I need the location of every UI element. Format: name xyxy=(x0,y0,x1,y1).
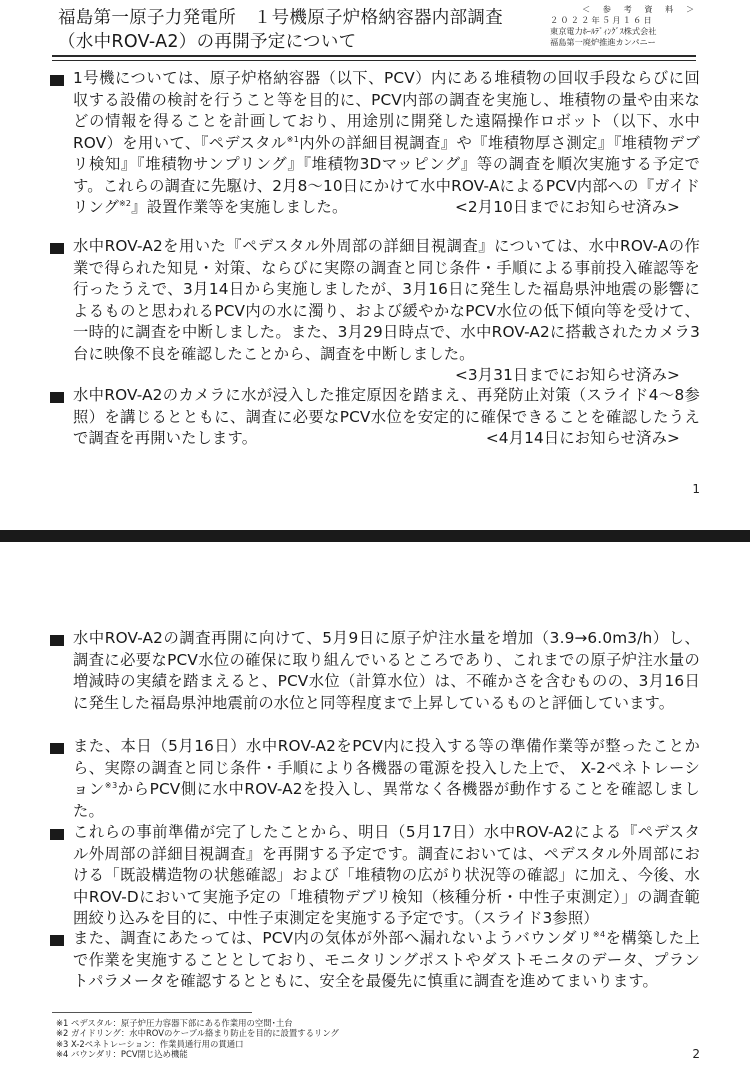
title-divider xyxy=(52,55,696,57)
square-bullet-icon xyxy=(50,635,64,646)
bullet-paragraph-5 xyxy=(50,736,700,822)
footnote-divider xyxy=(52,1012,252,1013)
reference-org-2: 福島第一廃炉推進カンパニー xyxy=(550,37,656,47)
paragraph-text xyxy=(73,928,700,993)
title-line-1: 福島第一原子力発電所 １号機原子炉格納容器内部調査 xyxy=(58,8,503,28)
paragraph-text: これらの事前準備が完了したことから、明日（5月17日）水中ROV-A2による『ペデスタル外周部の詳細目視調査』を再開する予定です。調査においては、ペデスタル外周部における「既設構造物の状態確認」および「堆積物の広がり状況等の確認」に加え、今後、水中ROV-Dにおいて実施予定の「堆積物デブリ検知（核種分析・中性子束測定）」の調査範囲絞り込みを目的に、中性子束測定を実施する予定です。（スライド3参照） xyxy=(73,823,700,927)
square-bullet-icon xyxy=(50,75,64,86)
paragraph-text: 水中ROV-A2の調査再開に向けて、5月9日に原子炉注水量を増加（3.9→6.0m3/h）し、調査に必要なPCV水位の確保に取り組んでいるところであり、これまでの原子炉注水量の増減時の実績を踏まえると、PCV水位（計算水位）は、不確かさを含むものの、3月16日に発生した福島県沖地震前の水位と同等程度まで上昇しているものと評価しています。 xyxy=(73,629,700,712)
paragraph-text xyxy=(73,68,700,219)
footnote-marker: ※3 xyxy=(104,780,118,790)
square-bullet-icon xyxy=(50,243,64,254)
text-run: 』設置作業等を実施しました。 xyxy=(131,198,348,216)
footnote-4: ※4 バウンダリ：PCV閉じ込め機能 xyxy=(56,1049,188,1060)
title-divider-thin xyxy=(52,60,696,61)
footnotes xyxy=(56,1018,339,1060)
slide-1 xyxy=(0,0,750,530)
slide-separator xyxy=(0,530,750,542)
slide-2 xyxy=(0,542,750,1086)
reference-date: ２０２２年５月１６日 xyxy=(550,15,654,25)
footnote-marker: ※1 xyxy=(286,134,299,144)
bullet-paragraph-2 xyxy=(50,236,700,387)
footnote-3: ※3 X-2ペネトレーション：作業員通行用の貫通口 xyxy=(56,1038,244,1049)
title-line-2: （水中ROV-A2）の再開予定について xyxy=(58,32,357,52)
text-run: を構築した上で作業を実施することとしており、モニタリングポストやダストモニタのデータ、プラントパラメータを確認するとともに、安全を最優先に慎重に調査を進めてまいります。 xyxy=(73,929,701,990)
notice-status: <2月10日までにお知らせ済み> xyxy=(454,198,680,216)
bullet-paragraph-1 xyxy=(50,68,700,219)
bullet-paragraph-6 xyxy=(50,822,700,930)
text-run: 水中ROV-A2を用いた『ペデスタル外周部の詳細目視調査』については、水中ROV-Aの作業で得られた知見・対策、ならびに実際の調査と同じ条件・手順による事前投入確認等を行ったうえで、3月14日から実施しましたが、3月16日に発生した福島県沖地震の影響によるものと思われるPCV内の水に濁り、および緩やかなPCV水位の低下傾向等を受けて、一時的に調査を中断しました。また、3月29日時点で、水中ROV-A2に搭載されたカメラ3台に映像不良を確認したことから、調査を中断しました。 xyxy=(73,237,700,363)
footnote-2: ※2 ガイドリング：水中ROVのケーブル絡まり防止を目的に設置するリング xyxy=(56,1028,339,1039)
text-run: また、本日（5月16日）水中ROV-A2をPCV内に投入する等の準備作業等が整ったことから、実際の調査と同じ条件・手順により各機器の電源を投入した上で、 X-2ペネトレーション xyxy=(73,737,700,798)
bullet-paragraph-4 xyxy=(50,628,700,714)
reference-org-1: 東京電力ﾎｰﾙﾃﾞｨﾝｸﾞｽ株式会社 xyxy=(550,26,657,36)
paragraph-text xyxy=(73,236,700,387)
footnote-marker: ※4 xyxy=(592,929,606,939)
page-number: 2 xyxy=(692,1047,700,1061)
square-bullet-icon xyxy=(50,829,64,840)
reference-header xyxy=(550,4,700,48)
square-bullet-icon xyxy=(50,392,64,403)
text-run: 1号機については、原子炉格納容器（以下、PCV）内にある堆積物の回収手段ならびに回収する設備の検討を行うこと等を目的に、PCV内部の調査を実施し、堆積物の量や由来などの情報を得ることを計画しており、用途別に開発した遠隔操作ロボット（以下、水中ROV）を用いて、『ペデスタル xyxy=(73,69,700,152)
text-run: 水中ROV-A2のカメラに水が浸入した推定原因を踏まえ、再発防止対策（スライド4～8参照）を講じるとともに、調査に必要なPCV水位を安定的に確保できることを確認したうえで調査を再開いたします。 xyxy=(73,386,700,447)
paragraph-text xyxy=(73,736,700,822)
text-run: からPCV側に水中ROV-A2を投入し、異常なく各機器が動作することを確認しました。 xyxy=(73,780,700,820)
square-bullet-icon xyxy=(50,743,64,754)
notice-status: <4月14日にお知らせ済み> xyxy=(485,429,680,447)
text-run: 内外の詳細目視調査』や『堆積物厚さ測定』『堆積物デブリ検知』『堆積物サンプリング』『堆積物3Dマッピング』等の調査を順次実施する予定です。これらの調査に先駆け、2月8～10日にかけて水中ROV-AによるPCV内部への『ガイドリング xyxy=(73,133,700,216)
bullet-paragraph-7 xyxy=(50,928,700,993)
paragraph-text xyxy=(73,385,700,450)
page-number: 1 xyxy=(692,482,700,496)
square-bullet-icon xyxy=(50,935,64,946)
notice-status: <3月31日までにお知らせ済み> xyxy=(454,366,680,384)
slide-title xyxy=(58,6,503,54)
bullet-paragraph-3 xyxy=(50,385,700,450)
reference-label: ＜ 参 考 資 料 ＞ xyxy=(582,4,700,14)
footnote-1: ※1 ペデスタル：原子炉圧力容器下部にある作業用の空間･土台 xyxy=(56,1018,293,1028)
text-run: また、調査にあたっては、PCV内の気体が外部へ漏れないようバウンダリ xyxy=(73,929,593,947)
footnote-marker: ※2 xyxy=(119,198,132,208)
